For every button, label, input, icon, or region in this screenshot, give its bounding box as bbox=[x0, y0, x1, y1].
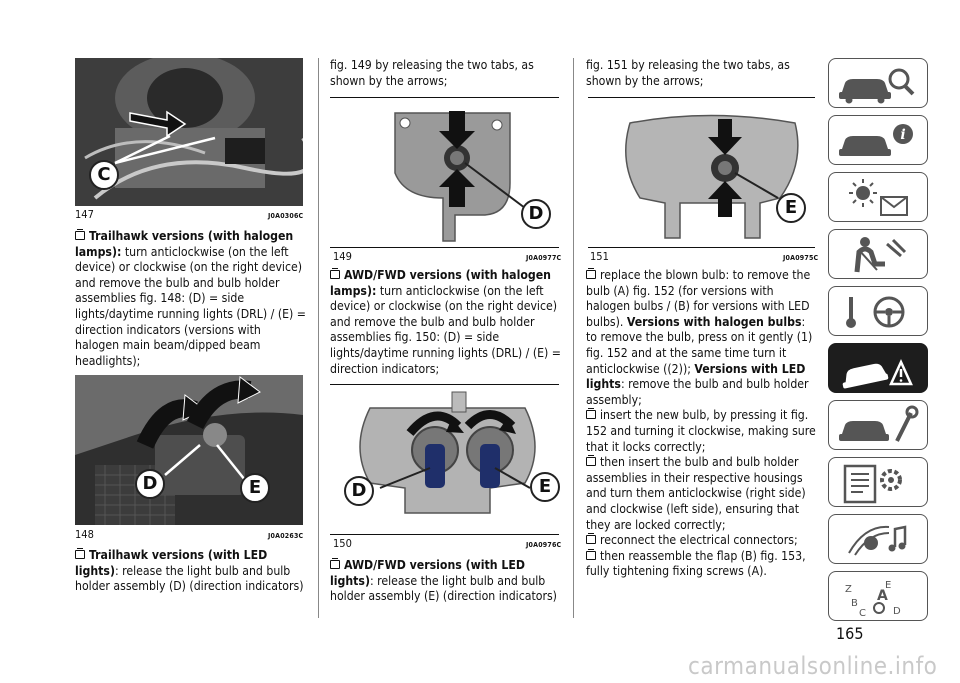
svg-text:Z: Z bbox=[845, 584, 852, 595]
figure-151-drawing bbox=[610, 103, 810, 245]
warning-light-message-icon bbox=[829, 173, 929, 223]
svg-text:D: D bbox=[893, 606, 901, 617]
col2-para2: AWD/FWD versions (with LED lights): release the light bulb and bulb holder assembly (E) (direction indicators) bbox=[330, 558, 557, 604]
svg-text:C: C bbox=[859, 608, 866, 619]
svg-text:i: i bbox=[900, 127, 906, 143]
checkbox-bullet-icon bbox=[75, 231, 85, 240]
col1-para2: Trailhawk versions (with LED lights): release the light bulb and bulb holder assembly (D) (direction indicators) bbox=[75, 548, 304, 594]
checkbox-bullet-icon bbox=[586, 270, 596, 279]
figure-149-top-rule bbox=[330, 97, 559, 98]
checkbox-bullet-icon bbox=[586, 457, 596, 466]
column-divider bbox=[573, 58, 574, 618]
callout-D: D bbox=[135, 469, 165, 499]
col3-intro: fig. 151 by releasing the two tabs, as shown by the arrows; bbox=[586, 58, 790, 88]
car-breakdown-icon bbox=[829, 344, 929, 394]
figure-148-code: J0A0263C bbox=[268, 532, 304, 540]
watermark: carmanualsonline.info bbox=[688, 652, 938, 680]
callout-D: D bbox=[344, 476, 374, 506]
nav-tab-maintenance[interactable] bbox=[828, 400, 928, 450]
figure-150-code: J0A0976C bbox=[526, 541, 562, 549]
nav-tab-emergency[interactable] bbox=[828, 343, 928, 393]
nav-tab-multimedia[interactable] bbox=[828, 514, 928, 564]
figure-151-top-rule bbox=[588, 97, 815, 98]
figure-150-drawing bbox=[340, 388, 555, 530]
checkbox-bullet-icon bbox=[330, 560, 340, 569]
col1-para1: Trailhawk versions (with halogen lamps): turn anticlockwise (on the left device) or clockwise (on the right device) and remove the bulb and bulb holder assemblies fig. 148: (D) = side lights/daytime running lights (DRL) / (E) = direction indicators (versions with halogen main beam/dipped beam headlights); bbox=[75, 229, 306, 368]
figure-147-code: J0A0306C bbox=[268, 212, 304, 220]
svg-text:B: B bbox=[851, 598, 858, 609]
nav-tab-index[interactable] bbox=[828, 571, 928, 621]
figure-148-photo bbox=[75, 375, 303, 525]
callout-E: E bbox=[530, 472, 560, 502]
bullet-insert-bulb: insert the new bulb, by pressing it fig. 152 and turning it clockwise, making sure that it locks correctly; bbox=[586, 408, 816, 454]
bullet-replace-bulb: replace the blown bulb: to remove the bulb (A) fig. 152 (for versions with halogen bulbs / (B) for versions with LED bulbs). Versions with halogen bulbs: to remove the bulb, press on it gently (1) fig. 152 and at the same time turn it anticlockwise ((2)); Versions with LED lights: remove the bulb and bulb holder assembly; bbox=[586, 268, 813, 407]
nav-tab-technical-data[interactable] bbox=[828, 457, 928, 507]
nav-tab-warning-lights[interactable] bbox=[828, 172, 928, 222]
svg-text:A: A bbox=[877, 588, 888, 604]
car-info-icon bbox=[829, 116, 929, 166]
page-number: 165 bbox=[836, 624, 864, 643]
checkbox-bullet-icon bbox=[586, 551, 596, 560]
figure-148-number: 148 bbox=[75, 528, 94, 541]
callout-E: E bbox=[240, 473, 270, 503]
svg-text:E: E bbox=[885, 580, 892, 591]
figure-147-number: 147 bbox=[75, 208, 94, 221]
figure-151-bottom-rule bbox=[588, 247, 815, 248]
checkbox-bullet-icon bbox=[586, 410, 596, 419]
column-divider bbox=[318, 58, 319, 618]
checkbox-bullet-icon bbox=[586, 535, 596, 544]
checkbox-bullet-icon bbox=[75, 550, 85, 559]
callout-E: E bbox=[776, 193, 806, 223]
bullet-reconnect: reconnect the electrical connectors; bbox=[586, 533, 818, 549]
figure-150-top-rule bbox=[330, 384, 559, 385]
col3-bullets bbox=[586, 268, 818, 580]
checkbox-bullet-icon bbox=[330, 270, 340, 279]
nav-tab-car-search[interactable] bbox=[828, 58, 928, 108]
figure-149-number: 149 bbox=[333, 250, 352, 263]
airbag-seatbelt-icon bbox=[829, 230, 929, 280]
nav-tab-driving[interactable] bbox=[828, 286, 928, 336]
bullet-insert-assemblies: then insert the bulb and bulb holder assemblies in their respective housings and turn them anticlockwise (right side) and clockwise (left side), ensuring that they are locked correctly; bbox=[586, 455, 806, 532]
nav-tab-safety[interactable] bbox=[828, 229, 928, 279]
col2-para1: AWD/FWD versions (with halogen lamps): turn anticlockwise (on the left device) or clockwise (on the right device) and remove the bulb and bulb holder assemblies fig. 150: (D) = side lights/daytime running lights (DRL) / (E) = direction indicators; bbox=[330, 268, 561, 376]
bullet-reassemble: then reassemble the flap (B) fig. 153, fully tightening fixing screws (A). bbox=[586, 548, 806, 579]
figure-147-photo bbox=[75, 58, 303, 206]
multimedia-icon bbox=[829, 515, 929, 565]
alphabet-index-icon bbox=[829, 572, 929, 622]
car-wrench-icon bbox=[829, 401, 929, 451]
figure-151-number: 151 bbox=[590, 250, 609, 263]
figure-149-bottom-rule bbox=[330, 247, 559, 248]
spec-sheet-gear-icon bbox=[829, 458, 929, 508]
figure-150-number: 150 bbox=[333, 537, 352, 550]
car-search-icon bbox=[829, 59, 929, 109]
callout-C: C bbox=[89, 160, 119, 190]
nav-tab-car-info[interactable] bbox=[828, 115, 928, 165]
callout-D: D bbox=[521, 199, 551, 229]
figure-149-drawing bbox=[385, 103, 555, 245]
figure-150-bottom-rule bbox=[330, 534, 559, 535]
steering-wheel-icon bbox=[829, 287, 929, 337]
col2-intro: fig. 149 by releasing the two tabs, as shown by the arrows; bbox=[330, 58, 534, 88]
figure-151-code: J0A0975C bbox=[783, 254, 819, 262]
figure-149-code: J0A0977C bbox=[526, 254, 562, 262]
